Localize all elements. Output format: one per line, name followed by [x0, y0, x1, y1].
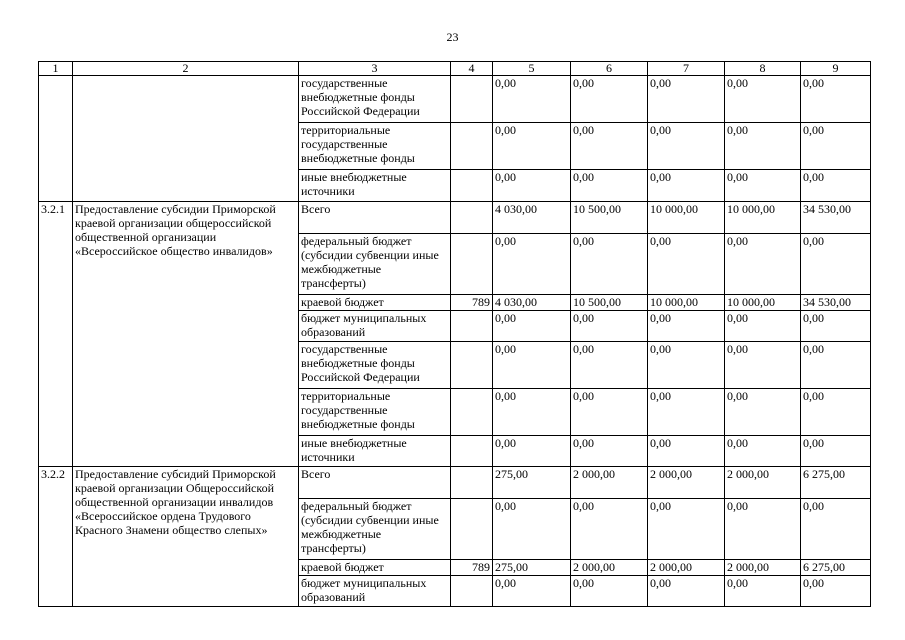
column-header: 3 [299, 62, 451, 76]
value-cell: 4 030,00 [493, 295, 571, 311]
value-cell: 0,00 [648, 123, 725, 170]
budget-code [451, 342, 493, 389]
table-row [39, 202, 871, 234]
item-title-cell: Предоставление субсидии Приморской краевой организации общероссийской общественной организации «Всероссийское общество инвалидов» [73, 202, 299, 467]
value-cell: 0,00 [801, 499, 871, 560]
value-cell: 0,00 [648, 234, 725, 295]
budget-code: 789 [451, 295, 493, 311]
value-cell: 0,00 [725, 76, 801, 123]
column-header: 8 [725, 62, 801, 76]
value-cell: 0,00 [725, 436, 801, 467]
value-cell: 0,00 [493, 389, 571, 436]
item-title-cell [73, 76, 299, 202]
value-cell: 0,00 [801, 389, 871, 436]
value-cell: 10 000,00 [725, 202, 801, 234]
value-cell: 2 000,00 [648, 467, 725, 499]
value-cell: 2 000,00 [648, 560, 725, 576]
value-cell: 0,00 [725, 234, 801, 295]
value-cell: 0,00 [571, 311, 648, 342]
value-cell: 10 500,00 [571, 202, 648, 234]
header-row [39, 62, 871, 76]
funding-source: федеральный бюджет (субсидии субвенции иные межбюджетные трансферты) [299, 499, 451, 560]
funding-source: государственные внебюджетные фонды Российской Федерации [299, 76, 451, 123]
item-id-cell: 3.2.1 [39, 202, 73, 467]
budget-code [451, 170, 493, 202]
value-cell: 0,00 [571, 342, 648, 389]
value-cell: 0,00 [801, 234, 871, 295]
column-header: 1 [39, 62, 73, 76]
value-cell: 0,00 [493, 76, 571, 123]
value-cell: 2 000,00 [725, 467, 801, 499]
value-cell: 0,00 [571, 234, 648, 295]
funding-source: федеральный бюджет (субсидии субвенции иные межбюджетные трансферты) [299, 234, 451, 295]
value-cell: 0,00 [648, 436, 725, 467]
budget-code [451, 576, 493, 607]
funding-source: Всего [299, 202, 451, 234]
value-cell: 34 530,00 [801, 295, 871, 311]
value-cell: 0,00 [571, 499, 648, 560]
table-row [39, 467, 871, 499]
budget-code [451, 234, 493, 295]
value-cell: 275,00 [493, 560, 571, 576]
value-cell: 0,00 [725, 170, 801, 202]
funding-source: Всего [299, 467, 451, 499]
value-cell: 0,00 [725, 342, 801, 389]
value-cell: 0,00 [493, 234, 571, 295]
value-cell: 4 030,00 [493, 202, 571, 234]
value-cell: 0,00 [493, 342, 571, 389]
item-title-cell: Предоставление субсидий Приморской краевой организации Общероссийской общественной организации инвалидов «Всероссийское ордена Трудового Красного Знамени общество слепых» [73, 467, 299, 607]
value-cell: 6 275,00 [801, 560, 871, 576]
value-cell: 0,00 [493, 436, 571, 467]
budget-code [451, 436, 493, 467]
value-cell: 0,00 [571, 170, 648, 202]
value-cell: 0,00 [801, 76, 871, 123]
budget-code [451, 76, 493, 123]
funding-source: территориальные государственные внебюджетные фонды [299, 123, 451, 170]
funding-source: государственные внебюджетные фонды Российской Федерации [299, 342, 451, 389]
value-cell: 0,00 [493, 123, 571, 170]
page-number: 23 [446, 30, 459, 44]
value-cell: 0,00 [493, 311, 571, 342]
value-cell: 0,00 [648, 342, 725, 389]
column-header: 9 [801, 62, 871, 76]
budget-code [451, 467, 493, 499]
value-cell: 0,00 [571, 389, 648, 436]
value-cell: 0,00 [648, 576, 725, 607]
value-cell: 2 000,00 [571, 467, 648, 499]
value-cell: 0,00 [725, 499, 801, 560]
item-id-cell [39, 76, 73, 202]
value-cell: 10 000,00 [648, 202, 725, 234]
table-row [39, 76, 871, 123]
value-cell: 6 275,00 [801, 467, 871, 499]
value-cell: 0,00 [801, 311, 871, 342]
value-cell: 0,00 [801, 576, 871, 607]
value-cell: 10 000,00 [725, 295, 801, 311]
budget-code [451, 311, 493, 342]
funding-source: бюджет муниципальных образований [299, 311, 451, 342]
value-cell: 0,00 [648, 389, 725, 436]
value-cell: 10 500,00 [571, 295, 648, 311]
value-cell: 0,00 [493, 499, 571, 560]
value-cell: 0,00 [648, 170, 725, 202]
value-cell: 0,00 [725, 123, 801, 170]
column-header: 6 [571, 62, 648, 76]
value-cell: 0,00 [648, 311, 725, 342]
item-id-cell: 3.2.2 [39, 467, 73, 607]
value-cell: 0,00 [801, 123, 871, 170]
budget-table [38, 61, 871, 607]
value-cell: 0,00 [571, 436, 648, 467]
value-cell: 0,00 [493, 576, 571, 607]
value-cell: 2 000,00 [725, 560, 801, 576]
funding-source: территориальные государственные внебюджетные фонды [299, 389, 451, 436]
column-header: 7 [648, 62, 725, 76]
value-cell: 0,00 [801, 436, 871, 467]
value-cell: 275,00 [493, 467, 571, 499]
value-cell: 2 000,00 [571, 560, 648, 576]
funding-source: краевой бюджет [299, 560, 451, 576]
value-cell: 0,00 [725, 389, 801, 436]
value-cell: 0,00 [725, 311, 801, 342]
value-cell: 0,00 [571, 76, 648, 123]
column-header: 5 [493, 62, 571, 76]
value-cell: 0,00 [648, 76, 725, 123]
funding-source: бюджет муниципальных образований [299, 576, 451, 607]
value-cell: 0,00 [571, 576, 648, 607]
value-cell: 10 000,00 [648, 295, 725, 311]
value-cell: 0,00 [493, 170, 571, 202]
budget-code [451, 202, 493, 234]
column-header: 4 [451, 62, 493, 76]
column-header: 2 [73, 62, 299, 76]
value-cell: 0,00 [648, 499, 725, 560]
budget-code: 789 [451, 560, 493, 576]
funding-source: иные внебюджетные источники [299, 436, 451, 467]
funding-source: краевой бюджет [299, 295, 451, 311]
value-cell: 34 530,00 [801, 202, 871, 234]
value-cell: 0,00 [801, 342, 871, 389]
funding-source: иные внебюджетные источники [299, 170, 451, 202]
value-cell: 0,00 [801, 170, 871, 202]
budget-code [451, 389, 493, 436]
budget-code [451, 499, 493, 560]
budget-code [451, 123, 493, 170]
value-cell: 0,00 [571, 123, 648, 170]
value-cell: 0,00 [725, 576, 801, 607]
